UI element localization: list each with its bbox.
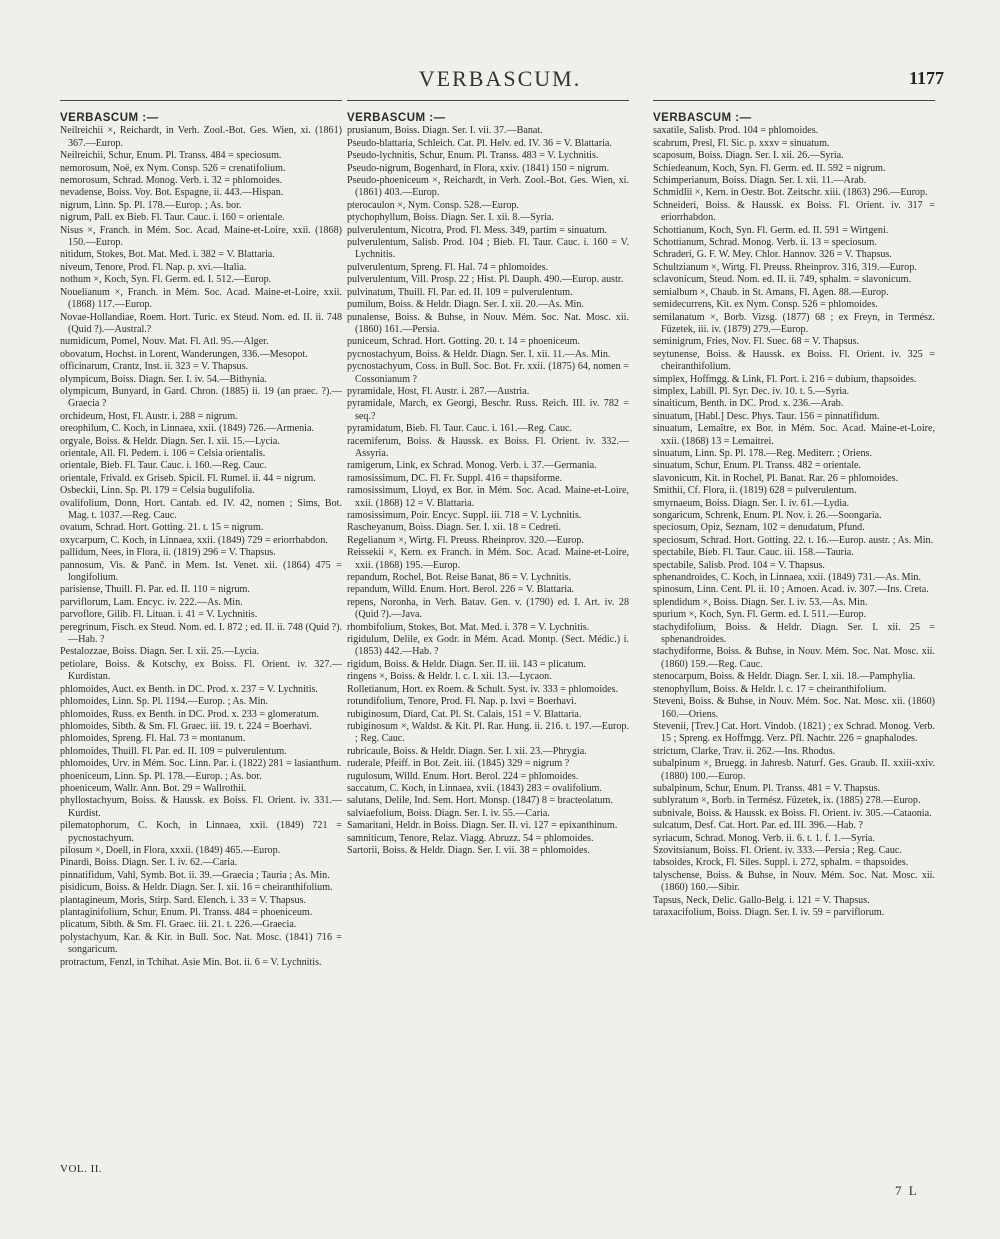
index-entry: plantagineum, Moris, Stirp. Sard. Elench. i. 33 = V. Thapsus. (60, 894, 306, 906)
index-entry: rotundifolium, Tenore, Prod. Fl. Nap. p. lxvi = Boerhavi. (347, 696, 577, 708)
index-entry: phlomoides, Thuill. Fl. Par. ed. II. 109 = pulverulentum. (60, 745, 287, 757)
index-entry: syriacum, Schrad. Monog. Verb. ii. 6. t. 1. f. 1.—Syria. (653, 832, 875, 844)
index-entry: Pseudo-nigrum, Bogenhard, in Flora, xxiv. (1841) 150 = nigrum. (347, 162, 610, 174)
entry-list (60, 125, 342, 969)
index-entry: rubiginosum, Diard, Cat. Pl. St. Calais, 151 = V. Blattaria. (347, 708, 582, 720)
column-heading: VERBASCUM :— (60, 112, 159, 124)
signature-mark: 7 L (895, 1183, 919, 1198)
index-entry: protractum, Fenzl, in Tchihat. Asie Min. Bot. ii. 6 = V. Lychnitis. (60, 956, 322, 968)
index-entry: saxatile, Salisb. Prod. 104 = phlomoides. (653, 125, 819, 137)
index-entry: repens, Noronha, in Verh. Batav. Gen. v. (1790) ed. I. Art. iv. 28 (Quid ?).—Java. (347, 596, 629, 621)
index-entry: niveum, Tenore, Prod. Fl. Nap. p. xvi.—Italia. (60, 261, 247, 273)
index-entry: pyramidale, March, ex Georgi, Beschr. Russ. Reich. III. iv. 782 = seq.? (347, 398, 629, 422)
index-entry: speciosum, Opiz, Seznam, 102 = denudatum, Pfund. (653, 522, 865, 534)
index-entry: pulvinatum, Thuill. Fl. Par. ed. II. 109 = pulverulentum. (347, 286, 573, 298)
index-entry: ramosissimum, DC. Fl. Fr. Suppl. 416 = thapsiforme. (347, 472, 563, 484)
index-entry: Schiedeanum, Koch, Syn. Fl. Germ. ed. II. 592 = nigrum. (653, 162, 886, 174)
index-entry: Szovitsianum, Boiss. Fl. Orient. iv. 333.—Persia ; Reg. Cauc. (653, 844, 902, 856)
index-entry: petiolare, Boiss. & Kotschy, ex Boiss. Fl. Orient. iv. 327.—Kurdistan. (60, 658, 342, 683)
index-entry: pycnostachyum, Coss. in Bull. Soc. Bot. Fr. xxii. (1875) 64, nomen = Cossonianum ? (347, 361, 629, 385)
index-entry: nemorosum, Schrad. Monog. Verb. i. 32 = phlomoides. (60, 175, 283, 187)
index-entry: seminigrum, Fries, Nov. Fl. Suec. 68 = V. Thapsus. (653, 336, 860, 348)
index-entry: Schimperianum, Boiss. Diagn. Ser. I. xii. 11.—Arab. (653, 175, 867, 187)
index-entry: sinuatum, Lemaître, ex Bor. in Mém. Soc. Acad. Maine-et-Loire, xxii. (1868) 13 = Lemaitrei. (653, 423, 935, 447)
index-entry: Sartorii, Boiss. & Heldr. Diagn. Ser. I. vii. 38 = phlomoides. (347, 844, 590, 856)
index-entry: Nouelianum ×, Franch. in Mém. Soc. Acad. Maine-et-Loire, xxii. (1868) 117.—Europ. (60, 286, 342, 311)
index-entry: scabrum, Presl, Fl. Sic. p. xxxv = sinuatum. (653, 137, 830, 149)
index-entry: phlomoides, Linn. Sp. Pl. 1194.—Europ. ; As. Min. (60, 696, 268, 708)
index-entry: plantaginifolium, Schur, Enum. Pl. Transs. 484 = phoeniceum. (60, 907, 313, 918)
index-entry: Samaritani, Heldr. in Boiss. Diagn. Ser. II. vi. 127 = epixanthinum. (347, 820, 618, 832)
index-entry: Stevenii, [Trev.] Cat. Hort. Vindob. (1821) ; ex Schrad. Monog. Verb. 15 ; Spreng. ex Hoffmgg. Verz. Pfl. Nachtr. 226 = gnaphalodes. (653, 720, 935, 745)
index-entry: subalpinum, Schur, Enum. Pl. Transs. 481 = V. Thapsus. (653, 782, 881, 794)
index-entry: phoeniceum, Linn. Sp. Pl. 178.—Europ. ; As. bor. (60, 770, 262, 782)
index-entry: repandum, Rochel, Bot. Reise Banat, 86 = V. Lychnitis. (347, 572, 571, 584)
index-entry: numidicum, Pomel, Nouv. Mat. Fl. Atl. 95.—Alger. (60, 336, 269, 348)
index-entry: subnivale, Boiss. & Haussk. ex Boiss. Fl. Orient. iv. 305.—Cataonia. (653, 807, 932, 819)
index-entry: orgyale, Boiss. & Heldr. Diagn. Ser. I. xii. 15.—Lycia. (60, 435, 280, 447)
index-entry: sphenandroides, C. Koch, in Linnaea, xxii. (1849) 731.—As. Min. (653, 572, 922, 584)
index-entry: sinuatum, [Habl.] Desc. Phys. Taur. 156 = pinnatifidum. (653, 410, 880, 422)
index-entry: semialbum ×, Chaub. in St. Amans, Fl. Agen. 88.—Europ. (653, 286, 889, 298)
index-entry: Regelianum ×, Wirtg. Fl. Preuss. Rheinprov. 320.—Europ. (347, 534, 584, 546)
index-entry: splendidum ×, Boiss. Diagn. Ser. I. iv. 53.—As. Min. (653, 596, 868, 608)
index-entry: Pseudo-phoeniceum ×, Reichardt, in Verh. Zool.-Bot. Ges. Wien, xi. (1861) 403.—Europ. (347, 175, 629, 199)
index-entry: nothum ×, Koch, Syn. Fl. Germ. ed. I. 512.—Europ. (60, 274, 272, 286)
index-entry: polystachyum, Kar. & Kir. in Bull. Soc. Nat. Mosc. (1841) 716 = songaricum. (60, 931, 342, 956)
column-1 (60, 112, 342, 969)
index-entry: rigidulum, Delile, ex Godr. in Mém. Acad. Montp. (Sect. Médic.) i. (1853) 442.—Hab. ? (347, 634, 629, 658)
index-entry: tabsoides, Krock, Fl. Siles. Suppl. i. 272, sphalm. = thapsoides. (653, 857, 909, 869)
column-3 (653, 112, 935, 919)
index-entry: orientale, Bieb. Fl. Taur. Cauc. i. 160.—Reg. Cauc. (60, 460, 267, 472)
index-entry: phyllostachyum, Boiss. & Haussk. ex Boiss. Fl. Orient. iv. 331.—Kurdist. (60, 795, 342, 819)
index-entry: rubricaule, Boiss. & Heldr. Diagn. Ser. I. xii. 23.—Phrygia. (347, 745, 587, 757)
index-entry: salutans, Delile, Ind. Sem. Hort. Monsp. (1847) 8 = bracteolatum. (347, 795, 613, 807)
index-entry: simplex, Labill. Pl. Syr. Dec. iv. 10. t. 5.—Syria. (653, 385, 850, 397)
index-entry: slavonicum, Kit. in Rochel, Pl. Banat. Rar. 26 = phlomoides. (653, 472, 899, 484)
index-entry: Neilreichii ×, Reichardt, in Verh. Zool.-Bot. Ges. Wien, xi. (1861) 367.—Europ. (60, 125, 342, 149)
index-entry: rubiginosum ×, Waldst. & Kit. Pl. Rar. Hung. ii. 216. t. 197.—Europ. ; Reg. Cauc. (347, 720, 629, 745)
index-entry: Pseudo-lychnitis, Schur, Enum. Pl. Transs. 483 = V. Lychnitis. (347, 150, 599, 162)
index-entry: pisidicum, Boiss. & Heldr. Diagn. Ser. I. xii. 16 = cheiranthifolium. (60, 882, 333, 894)
index-entry: nemorosum, Noë, ex Nym. Consp. 526 = crenatifolium. (60, 162, 286, 174)
index-entry: scaposum, Boiss. Diagn. Ser. I. xii. 26.—Syria. (653, 150, 844, 162)
index-entry: olympicum, Boiss. Diagn. Ser. I. iv. 54.—Bithynia. (60, 373, 267, 385)
column-heading: VERBASCUM :— (347, 112, 446, 124)
index-entry: phoeniceum, Wallr. Ann. Bot. 29 = Wallrothii. (60, 782, 247, 794)
index-entry: phlomoides, Auct. ex Benth. in DC. Prod. x. 237 = V. Lychnitis. (60, 683, 318, 695)
index-entry: parisiense, Thuill. Fl. Par. ed. II. 110 = nigrum. (60, 584, 250, 596)
index-entry: pulverulentum, Spreng. Fl. Hal. 74 = phlomoides. (347, 261, 549, 273)
index-entry: nevadense, Boiss. Voy. Bot. Espagne, ii. 443.—Hispan. (60, 187, 284, 199)
index-entry: phlomoides, Sibth. & Sm. Fl. Graec. iii. 19. t. 224 = Boerhavi. (60, 720, 312, 732)
index-entry: Nisus ×, Franch. in Mém. Soc. Acad. Maine-et-Loire, xxii. (1868) 150.—Europ. (60, 224, 342, 249)
index-entry: rigidum, Boiss. & Heldr. Diagn. Ser. II. iii. 143 = plicatum. (347, 658, 586, 670)
column-2 (347, 112, 629, 857)
index-entry: nigrum, Pall. ex Bieb. Fl. Taur. Cauc. i. 160 = orientale. (60, 212, 285, 224)
index-entry: ringens ×, Boiss. & Heldr. l. c. I. xii. 13.—Lycaon. (347, 671, 552, 683)
index-entry: stachydifolium, Boiss. & Heldr. Diagn. Ser. I. xii. 25 = sphenandroides. (653, 621, 935, 646)
index-entry: samniticum, Tenore, Relaz. Viagg. Abruzz. 54 = phlomoides. (347, 832, 594, 844)
index-entry: pulverulentum, Nicotra, Prod. Fl. Mess. 349, partim = sinuatum. (347, 224, 607, 236)
index-entry: sublyratum ×, Borb. in Termész. Füzetek, ix. (1885) 278.—Europ. (653, 795, 921, 807)
index-entry: ramigerum, Link, ex Schrad. Monog. Verb. i. 37.—Germania. (347, 460, 597, 472)
index-entry: Neilreichii, Schur, Enum. Pl. Transs. 484 = speciosum. (60, 150, 282, 162)
index-entry: Schultzianum ×, Wirtg. Fl. Preuss. Rheinprov. 316, 319.—Europ. (653, 261, 917, 273)
index-entry: Schraderi, G. F. W. Mey. Chlor. Hannov. 326 = V. Thapsus. (653, 249, 892, 261)
index-entry: orientale, Frivald. ex Griseb. Spicil. Fl. Rumel. ii. 44 = nigrum. (60, 472, 316, 484)
index-entry: smyrnaeum, Boiss. Diagn. Ser. I. iv. 61.—Lydia. (653, 497, 850, 509)
index-entry: pannosum, Vis. & Panč. in Mem. Ist. Venet. xii. (1864) 475 = longifolium. (60, 559, 342, 584)
index-entry: sinuatum, Schur, Enum. Pl. Transs. 482 = orientale. (653, 460, 862, 472)
index-entry: ruderale, Pfeiff. in Bot. Zeit. iii. (1845) 329 = nigrum ? (347, 758, 570, 770)
index-entry: rhombifolium, Stokes, Bot. Mat. Med. i. 378 = V. Lychnitis. (347, 621, 590, 633)
index-entry: spectabile, Bieb. Fl. Taur. Cauc. iii. 158.—Tauria. (653, 547, 854, 559)
index-entry: spurium ×, Koch, Syn. Fl. Germ. ed. I. 511.—Europ. (653, 609, 867, 621)
index-entry: pilematophorum, C. Koch, in Linnaea, xxii. (1849) 721 = pycnostachyum. (60, 820, 342, 844)
page-header (0, 62, 1000, 102)
entry-list (347, 125, 629, 857)
index-entry: talyschense, Boiss. & Buhse, in Nouv. Mém. Soc. Nat. Mosc. xii. (1860) 160.—Sibir. (653, 869, 935, 894)
index-entry: pumilum, Boiss. & Heldr. Diagn. Ser. I. xii. 20.—As. Min. (347, 299, 584, 311)
index-entry: semidecurrens, Kit. ex Nym. Consp. 526 = phlomoides. (653, 299, 878, 311)
index-entry: parvoflore, Gilib. Fl. Lituan. i. 41 = V. Lychnitis. (60, 609, 258, 621)
column-rule (347, 100, 629, 101)
index-entry: Schottianum, Schrad. Monog. Verb. ii. 13 = speciosum. (653, 237, 877, 249)
index-entry: pyramidale, Host, Fl. Austr. i. 287.—Austria. (347, 385, 530, 397)
index-entry: racemiferum, Boiss. & Haussk. ex Boiss. Fl. Orient. iv. 332.—Assyria. (347, 435, 629, 459)
index-entry: pilosum ×, Doell, in Flora, xxxii. (1849) 465.—Europ. (60, 844, 281, 856)
index-entry: saccatum, C. Koch, in Linnaea, xvii. (1843) 283 = ovalifolium. (347, 782, 602, 794)
index-entry: nigrum, Linn. Sp. Pl. 178.—Europ. ; As. bor. (60, 199, 242, 211)
index-entry: pallidum, Nees, in Flora, ii. (1819) 296 = V. Thapsus. (60, 547, 276, 559)
index-entry: ramosissimum, Poir. Encyc. Suppl. iii. 718 = V. Lychnitis. (347, 510, 582, 521)
index-entry: orientale, All. Fl. Pedem. i. 106 = Celsia orientalis. (60, 447, 266, 459)
index-entry: Osbeckii, Linn. Sp. Pl. 179 = Celsia bugulifolia. (60, 485, 255, 497)
index-entry: Tapsus, Neck, Delic. Gallo-Belg. i. 121 = V. Thapsus. (653, 894, 870, 906)
column-heading: VERBASCUM :— (653, 112, 752, 124)
index-entry: subalpinum ×, Bruegg. in Jahresb. Naturf. Ges. Graub. II. xxiii-xxiv. (1880) 100.—Europ. (653, 758, 935, 782)
index-entry: Reissekii ×, Kern. ex Franch. in Mém. Soc. Acad. Maine-et-Loire, xxii. (1868) 195.—Europ. (347, 547, 629, 571)
index-entry: puniceum, Schrad. Hort. Gotting. 20. t. 14 = phoeniceum. (347, 336, 581, 348)
index-entry: Pseudo-blattaria, Schleich. Cat. Pl. Helv. ed. IV. 36 = V. Blattaria. (347, 137, 612, 149)
index-entry: nitidum, Stokes, Bot. Mat. Med. i. 382 = V. Blattaria. (60, 249, 275, 261)
index-entry: Pinardi, Boiss. Diagn. Ser. I. iv. 62.—Caria. (60, 857, 238, 869)
index-entry: olympicum, Bunyard, in Gard. Chron. (1885) ii. 19 (an praec. ?).—Graecia ? (60, 385, 342, 410)
index-entry: sinuatum, Linn. Sp. Pl. 178.—Reg. Mediterr. ; Oriens. (653, 447, 872, 459)
index-entry: Schmidlii ×, Kern. in Oestr. Bot. Zeitschr. xiii. (1863) 296.—Europ. (653, 187, 928, 199)
running-head: VERBASCUM. (418, 66, 582, 91)
index-entry: salviaefolium, Boiss. Diagn. Ser. I. iv. 55.—Caria. (347, 807, 550, 819)
index-entry: orchideum, Host, Fl. Austr. i. 288 = nigrum. (60, 410, 238, 422)
index-entry: obovatum, Hochst. in Lorent, Wanderungen, 336.—Mesopot. (60, 348, 308, 360)
index-entry: Rascheyanum, Boiss. Diagn. Ser. I. xii. 18 = Cedreti. (347, 522, 561, 534)
index-entry: Novae-Hollandiae, Roem. Hort. Turic. ex Steud. Nom. ed. II. ii. 748 (Quid ?).—Austral.? (60, 311, 342, 335)
index-entry: songaricum, Schrenk, Enum. Pl. Nov. i. 26.—Soongaria. (653, 510, 882, 521)
index-entry: ptychophyllum, Boiss. Diagn. Ser. I. xii. 8.—Syria. (347, 212, 554, 224)
index-entry: seytunense, Boiss. & Haussk. ex Boiss. Fl. Orient. iv. 325 = cheiranthifolium. (653, 348, 935, 373)
index-entry: plicatum, Sibth. & Sm. Fl. Graec. iii. 21. t. 226.—Graecia. (60, 919, 297, 931)
index-entry: Smithii, Cf. Flora, ii. (1819) 628 = pulverulentum. (653, 485, 857, 497)
index-entry: Rolletianum, Hort. ex Roem. & Schult. Syst. iv. 333 = phlomoides. (347, 683, 619, 695)
index-entry: officinarum, Crantz, Inst. ii. 323 = V. Thapsus. (60, 361, 249, 373)
index-entry: semilanatum ×, Borb. Vizsg. (1877) 68 ; ex Freyn, in Termész. Füzetek, iii. iv. (1879) 279.—Europ. (653, 311, 935, 335)
index-entry: peregrinum, Fisch. ex Steud. Nom. ed. I. 872 ; ed. II. ii. 748 (Quid ?).—Hab. ? (60, 621, 342, 646)
index-entry: stenocarpum, Boiss. & Heldr. Diagn. Ser. I. xii. 18.—Pamphylia. (653, 671, 916, 683)
index-entry: ovalifolium, Donn, Hort. Cantab. ed. IV. 42, nomen ; Sims, Bot. Mag. t. 1037.—Reg. Cauc. (60, 497, 342, 521)
index-entry: taraxacifolium, Boiss. Diagn. Ser. I. iv. 59 = parviflorum. (653, 907, 885, 918)
index-entry: sulcatum, Desf. Cat. Hort. Par. ed. III. 396.—Hab. ? (653, 820, 863, 832)
index-entry: punalense, Boiss. & Buhse, in Nouv. Mém. Soc. Nat. Mosc. xii. (1860) 161.—Persia. (347, 311, 629, 335)
index-entry: rugulosum, Willd. Enum. Hort. Berol. 224 = phlomoides. (347, 770, 579, 782)
index-entry: pycnostachyum, Boiss. & Heldr. Diagn. Ser. I. xii. 11.—As. Min. (347, 348, 611, 360)
index-entry: pyramidatum, Bieb. Fl. Taur. Cauc. i. 161.—Reg. Cauc. (347, 423, 573, 435)
index-entry: repandum, Willd. Enum. Hort. Berol. 226 = V. Blattaria. (347, 584, 575, 596)
index-entry: stachydiforme, Boiss. & Buhse, in Nouv. Mém. Soc. Nat. Mosc. xii. (1860) 159.—Reg. Cauc. (653, 646, 935, 670)
index-entry: stenophyllum, Boiss. & Heldr. l. c. 17 = cheiranthifolium. (653, 683, 887, 695)
index-entry: parviflorum, Lam. Encyc. iv. 222.—As. Min. (60, 596, 243, 608)
index-entry: sinaiticum, Benth. in DC. Prod. x. 236.—Arab. (653, 398, 844, 410)
index-entry: Pestalozzae, Boiss. Diagn. Ser. I. xii. 25.—Lycia. (60, 646, 260, 658)
index-entry: phlomoides, Urv. in Mém. Soc. Linn. Par. i. (1822) 281 = lasianthum. (60, 758, 342, 770)
index-entry: spectabile, Salisb. Prod. 104 = V. Thapsus. (653, 559, 825, 571)
index-entry: Steveni, Boiss. & Buhse, in Nouv. Mém. Soc. Nat. Mosc. xii. (1860) 160.—Oriens. (653, 696, 935, 720)
index-entry: pterocaulon ×, Nym. Consp. 528.—Europ. (347, 199, 519, 211)
index-entry: oreophilum, C. Koch, in Linnaea, xxii. (1849) 726.—Armenia. (60, 423, 314, 435)
index-entry: oxycarpum, C. Koch, in Linnaea, xxii. (1849) 729 = eriorrhabdon. (60, 534, 328, 546)
index-entry: ramosissimum, Lloyd, ex Bor. in Mém. Soc. Acad. Maine-et-Loire, xxii. (1868) 12 = V. Blattaria. (347, 485, 629, 509)
index-entry: phlomoides, Russ. ex Benth. in DC. Prod. x. 233 = glomeratum. (60, 708, 319, 720)
index-entry: sclavonicum, Steud. Nom. ed. II. ii. 749, sphalm. = slavonicum. (653, 274, 912, 286)
index-entry: pulverulentum, Vill. Prosp. 22 ; Hist. Pl. Dauph. 490.—Europ. austr. (347, 274, 624, 286)
entry-list (653, 125, 935, 919)
index-entry: Schneideri, Boiss. & Haussk. ex Boiss. Fl. Orient. iv. 317 = eriorrhabdon. (653, 199, 935, 224)
index-entry: speciosum, Schrad. Hort. Gotting. 22. t. 16.—Europ. austr. ; As. Min. (653, 534, 934, 546)
index-entry: prusianum, Boiss. Diagn. Ser. I. vii. 37.—Banat. (347, 125, 543, 137)
index-entry: strictum, Clarke, Trav. ii. 262.—Ins. Rhodus. (653, 745, 836, 757)
volume-label: VOL. II. (60, 1163, 103, 1175)
index-entry: pinnatifidum, Vahl, Symb. Bot. ii. 39.—Graecia ; Tauria ; As. Min. (60, 869, 330, 881)
index-entry: spinosum, Linn. Cent. Pl. ii. 10 ; Amoen. Acad. iv. 307.—Ins. Creta. (653, 584, 929, 596)
page-number: 1177 (908, 68, 944, 88)
index-entry: Schottianum, Koch, Syn. Fl. Germ. ed. II. 591 = Wirtgeni. (653, 224, 889, 236)
index-entry: simplex, Hoffmgg. & Link, Fl. Port. i. 216 = dubium, thapsoides. (653, 373, 917, 385)
index-entry: ovatum, Schrad. Hort. Gotting. 21. t. 15 = nigrum. (60, 522, 264, 534)
column-rule (60, 100, 342, 101)
column-rule (653, 100, 935, 101)
index-entry: pulverulentum, Salisb. Prod. 104 ; Bieb. Fl. Taur. Cauc. i. 160 = V. Lychnitis. (347, 237, 629, 261)
index-entry: phlomoides, Spreng. Fl. Hal. 73 = montanum. (60, 733, 246, 745)
